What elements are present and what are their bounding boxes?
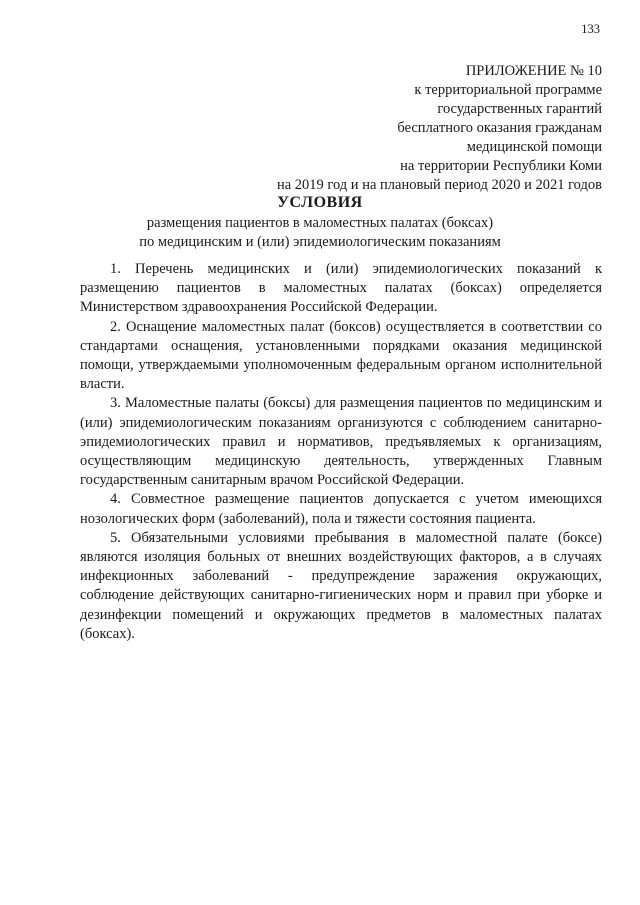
page-number: 133 — [581, 22, 600, 36]
paragraph-3: 3. Маломестные палаты (боксы) для размещения пациентов по медицинским и (или) эпидемиологическим показаниям организуются с соблюдением санитарно-эпидемиологических правил и нормативов, предъявляемых к организациям, осуществляющим медицинскую деятельность, утвержденных Главным государственным санитарным врачом Российской Федерации. — [80, 395, 602, 489]
appendix-line: государственных гарантий — [437, 101, 602, 117]
document-subtitle — [0, 214, 640, 252]
document-title: УСЛОВИЯ — [277, 194, 363, 211]
paragraph-4: 4. Совместное размещение пациентов допускается с учетом имеющихся нозологических форм (заболеваний), пола и тяжести состояния пациента. — [80, 491, 602, 527]
appendix-line: бесплатного оказания гражданам — [397, 120, 602, 136]
paragraph-1: 1. Перечень медицинских и (или) эпидемиологических показаний к размещению пациентов в маломестных палатах (боксах) определяется Министерством здравоохранения Российской Федерации. — [80, 261, 602, 316]
document-body — [80, 260, 602, 644]
appendix-header — [277, 62, 602, 195]
subtitle-line: размещения пациентов в маломестных палатах (боксах) — [146, 215, 494, 231]
appendix-line: ПРИЛОЖЕНИЕ № 10 — [465, 63, 602, 79]
appendix-line: медицинской помощи — [466, 139, 602, 155]
appendix-line: к территориальной программе — [414, 82, 602, 98]
appendix-line: на 2019 год и на плановый период 2020 и 2021 годов — [276, 177, 602, 193]
paragraph-2: 2. Оснащение маломестных палат (боксов) осуществляется в соответствии со стандартами оснащения, установленными порядками оказания медицинской помощи, утверждаемыми уполномоченным федеральным органом исполнительной власти. — [80, 318, 602, 393]
appendix-line: на территории Республики Коми — [400, 158, 602, 174]
subtitle-line: по медицинским и (или) эпидемиологическим показаниям — [139, 234, 501, 250]
paragraph-5: 5. Обязательными условиями пребывания в маломестной палате (боксе) являются изоляция больных от внешних воздействующих факторов, а в случаях инфекционных заболеваний - предупреждение заражения окружающих, соблюдение действующих санитарно-гигиенических норм и правил при уборке и дезинфекции помещений и окружающих предметов в маломестных палатах (боксах). — [80, 529, 602, 642]
